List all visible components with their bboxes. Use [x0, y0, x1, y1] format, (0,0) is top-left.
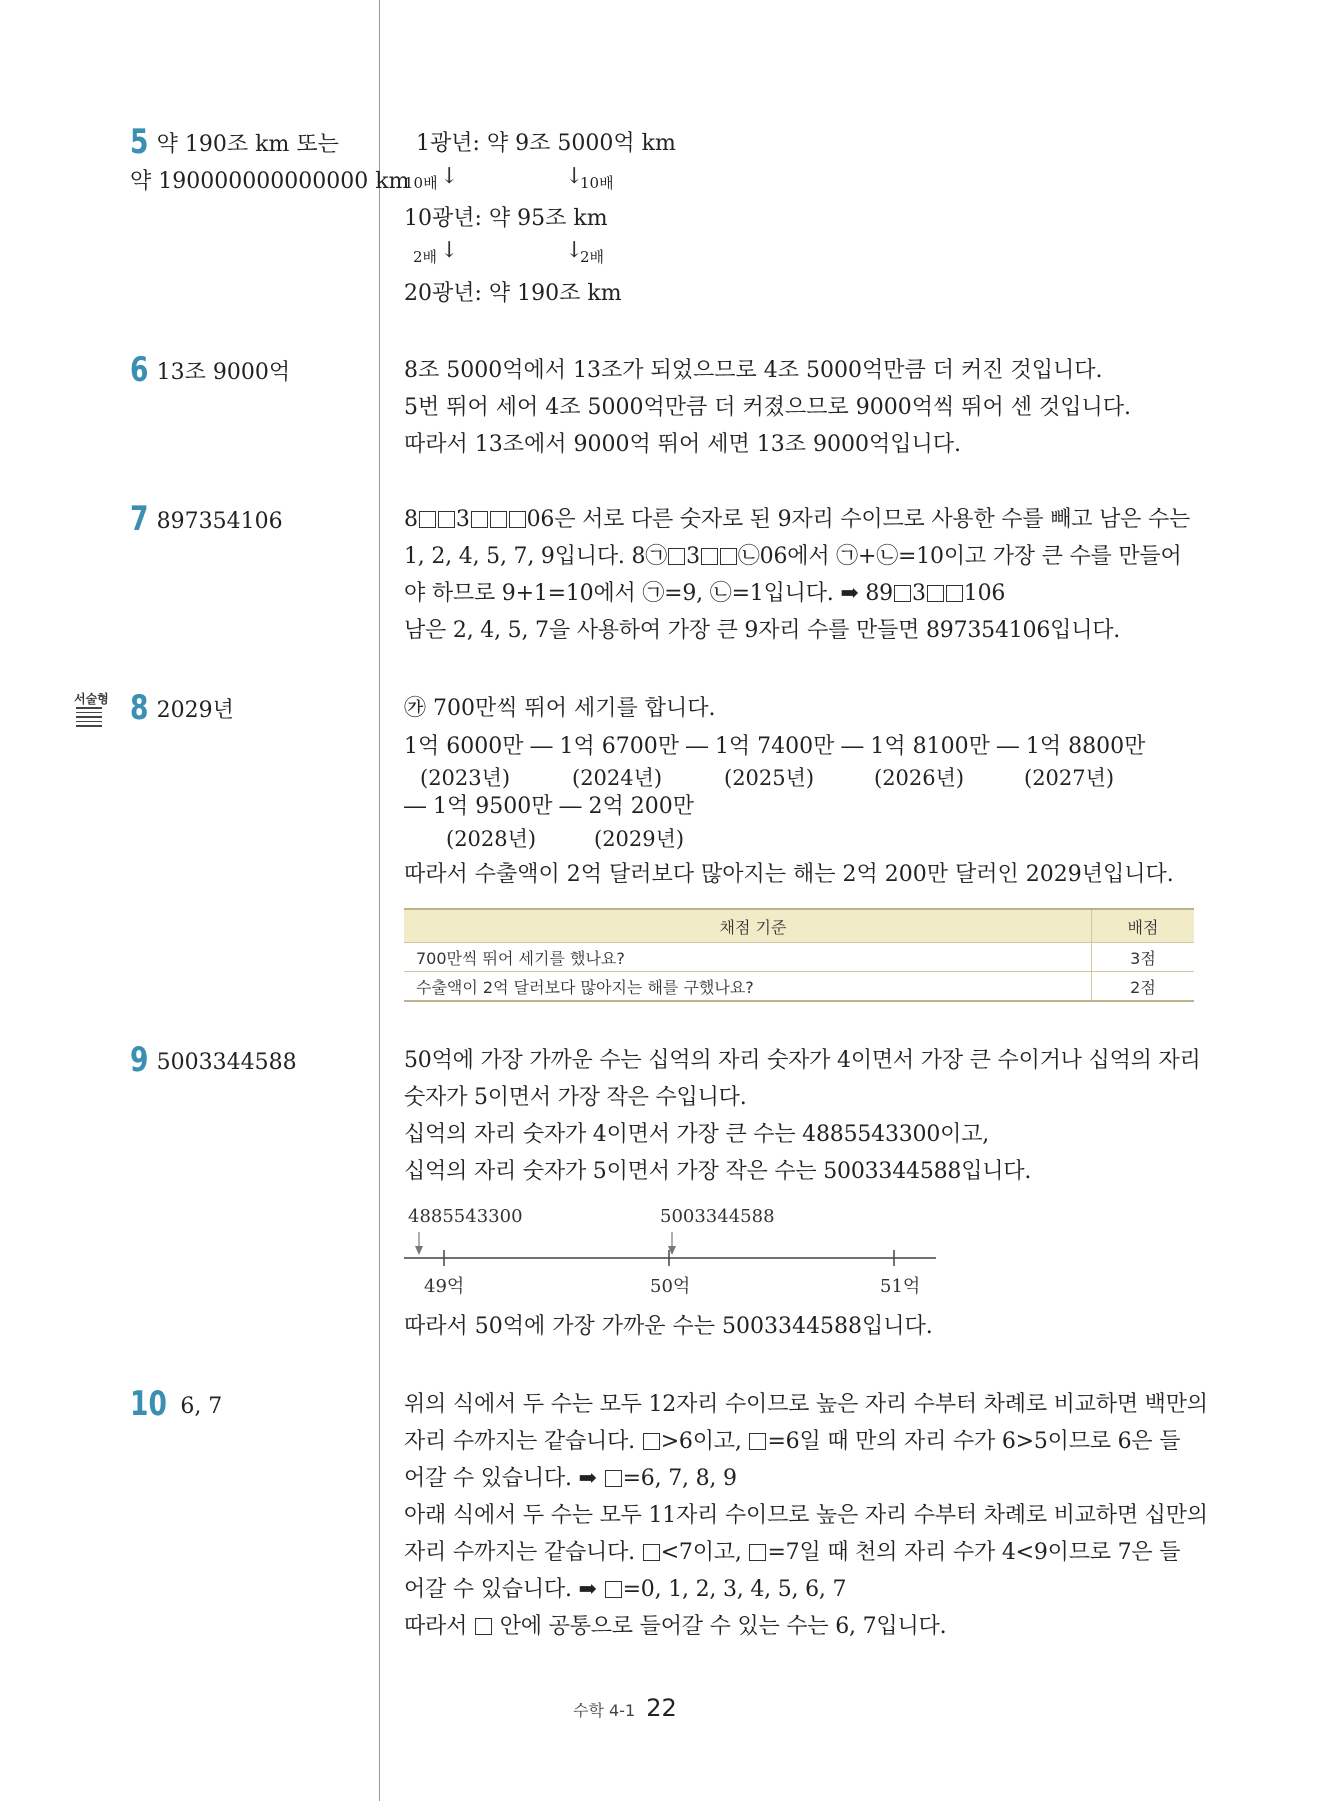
q8-seq-row2: ― 1억 9500만 ― 2억 200만	[404, 794, 694, 819]
q8-year: (2028년)	[446, 827, 537, 851]
q10-line-1: 위의 식에서 두 수는 모두 12자리 수이므로 높은 자리 수부터 차례로 비교하면 백만의	[404, 1392, 1208, 1417]
q9-line: 십억의 자리 숫자가 5이면서 가장 작은 수는 5003344588입니다.	[404, 1159, 1032, 1184]
q8-answer	[130, 690, 234, 729]
criteria-cell: 700만씩 뛰어 세기를 했나요?	[404, 943, 1092, 972]
q10-line-2: 자리 수까지는 같습니다. >6이고, =6일 때 만의 자리 수가 6>5이므로 6은 들	[404, 1429, 1181, 1454]
down-arrow-icon: ↓	[440, 164, 459, 189]
q8-year: (2027년)	[1024, 766, 1115, 790]
q5-answer-line1: 약 190조 km 또는	[156, 132, 339, 157]
q5-mult-left-2: 2배	[413, 248, 438, 266]
q9-line: 숫자가 5이면서 가장 작은 수입니다.	[404, 1085, 747, 1110]
numberline-tick-label: 49억	[424, 1276, 465, 1297]
q5-row3: 20광년: 약 190조 km	[404, 281, 622, 306]
q10-line-3: 어갈 수 있습니다. ➡ =6, 7, 8, 9	[404, 1466, 737, 1491]
q7-answer	[130, 501, 283, 540]
q6-solution	[404, 352, 1131, 463]
q8-year: (2026년)	[874, 766, 965, 790]
blank-box	[701, 548, 718, 565]
q6-line: 5번 뛰어 세어 4조 5000억만큼 더 커졌으므로 9000억씩 뛰어 센 것입니다.	[404, 395, 1131, 420]
q9-number: 9	[130, 1040, 149, 1080]
scoring-criteria-table	[404, 908, 1194, 1002]
blank-box	[438, 511, 455, 528]
q7-line-1: 8 3 06은 서로 다른 숫자로 된 9자리 수이므로 사용한 수를 빼고 남은 수는	[404, 507, 1191, 532]
blank-box	[720, 548, 737, 565]
badge-lines-icon	[76, 707, 102, 730]
descriptive-badge: 서술형	[74, 692, 109, 706]
q8-year: (2023년)	[420, 766, 511, 790]
column-divider	[379, 0, 380, 1801]
down-arrow-icon: ↓	[565, 164, 584, 189]
q10-number: 10	[130, 1384, 167, 1424]
blank-box	[643, 1433, 660, 1450]
blank-box	[946, 585, 963, 602]
criteria-cell: 수출액이 2억 달러보다 많아지는 해를 구했나요?	[404, 972, 1092, 1002]
blank-box	[509, 511, 526, 528]
q8-line1: ㉮ 700만씩 뛰어 세기를 합니다.	[404, 696, 716, 721]
q7-line-4: 남은 2, 4, 5, 7을 사용하여 가장 큰 9자리 수를 만들면 897354106입니다.	[404, 618, 1121, 643]
blank-box	[475, 1618, 492, 1635]
numberline-tick-label: 51억	[880, 1276, 921, 1297]
number-line	[400, 1228, 940, 1268]
q9-line: 50억에 가장 가까운 수는 십억의 자리 숫자가 4이면서 가장 큰 수이거나 십억의 자리	[404, 1048, 1201, 1073]
q6-line: 8조 5000억에서 13조가 되었으므로 4조 5000억만큼 더 커진 것입니다.	[404, 358, 1103, 383]
criteria-header: 채점 기준	[404, 909, 1092, 943]
table-row	[404, 943, 1194, 972]
table-row	[404, 972, 1194, 1002]
q6-answer	[130, 352, 290, 391]
numberline-marker-label: 4885543300	[408, 1206, 523, 1227]
blank-box	[927, 585, 944, 602]
blank-box	[749, 1544, 766, 1561]
marker-arrow-left-head	[415, 1246, 423, 1255]
q5-number: 5	[130, 122, 149, 162]
q8-number: 8	[130, 688, 149, 728]
numberline-marker-label: 5003344588	[660, 1206, 775, 1227]
blank-box	[749, 1433, 766, 1450]
q8-conclusion: 따라서 수출액이 2억 달러보다 많아지는 해는 2억 200만 달러인 2029년입니다.	[404, 862, 1174, 887]
down-arrow-icon: ↓	[565, 238, 584, 263]
q10-answer-text: 6, 7	[180, 1394, 223, 1419]
blank-box	[668, 548, 685, 565]
numberline-tick-label: 50억	[650, 1276, 691, 1297]
page-number: 22	[646, 1694, 677, 1722]
q10-line-6: 어갈 수 있습니다. ➡ =0, 1, 2, 3, 4, 5, 6, 7	[404, 1577, 847, 1602]
q7-line-3: 야 하므로 9+1=10에서 ㉠=9, ㉡=1입니다. ➡ 89 3 106	[404, 581, 1006, 606]
q8-seq-row1: 1억 6000만 ― 1억 6700만 ― 1억 7400만 ― 1억 8100만 ― 1억 8800만	[404, 734, 1146, 759]
q10-line-4: 아래 식에서 두 수는 모두 11자리 수이므로 높은 자리 수부터 차례로 비교하면 십만의	[404, 1503, 1208, 1528]
q8-answer-text: 2029년	[156, 698, 234, 723]
q5-row1: 1광년: 약 9조 5000억 km	[416, 131, 676, 156]
q6-answer-text: 13조 9000억	[156, 360, 291, 385]
q8-year: (2024년)	[572, 766, 663, 790]
q10-line-5: 자리 수까지는 같습니다. <7이고, =7일 때 천의 자리 수가 4<9이므로 7은 들	[404, 1540, 1181, 1565]
blank-box	[894, 585, 911, 602]
q6-line: 따라서 13조에서 9000억 뛰어 세면 13조 9000억입니다.	[404, 432, 961, 457]
q5-answer	[130, 124, 409, 200]
blank-box	[605, 1470, 622, 1487]
q9-solution	[404, 1042, 1201, 1190]
q5-answer-line2: 약 190000000000000 km	[130, 169, 410, 194]
page-footer	[573, 1694, 677, 1722]
blank-box	[490, 511, 507, 528]
q5-mult-left-1: 10배	[404, 174, 438, 192]
q7-solution	[404, 501, 1190, 649]
blank-box	[605, 1581, 622, 1598]
blank-box	[419, 511, 436, 528]
q9-answer-text: 5003344588	[156, 1050, 297, 1075]
q9-conclusion: 따라서 50억에 가장 가까운 수는 5003344588입니다.	[404, 1314, 933, 1339]
q10-answer	[130, 1386, 222, 1425]
points-header: 배점	[1092, 909, 1195, 943]
points-cell: 2점	[1092, 972, 1195, 1002]
q9-line: 십억의 자리 숫자가 4이면서 가장 큰 수는 4885543300이고,	[404, 1122, 990, 1147]
q7-answer-text: 897354106	[156, 509, 283, 534]
blank-box	[643, 1544, 660, 1561]
q8-year: (2025년)	[724, 766, 815, 790]
table-header-row	[404, 909, 1194, 943]
points-cell: 3점	[1092, 943, 1195, 972]
q5-mult-right-2: 2배	[580, 248, 605, 266]
down-arrow-icon: ↓	[440, 238, 459, 263]
q5-row2: 10광년: 약 95조 km	[404, 206, 608, 231]
q9-answer	[130, 1042, 297, 1081]
q5-mult-right-1: 10배	[580, 174, 614, 192]
q10-solution	[404, 1386, 1208, 1645]
footer-subject: 수학 4-1	[573, 1701, 636, 1720]
blank-box	[471, 511, 488, 528]
q6-number: 6	[130, 350, 149, 390]
q10-line-7: 따라서 안에 공통으로 들어갈 수 있는 수는 6, 7입니다.	[404, 1614, 947, 1639]
q7-number: 7	[130, 499, 149, 539]
q7-line-2: 1, 2, 4, 5, 7, 9입니다. 8㉠ 3 ㉡06에서 ㉠+㉡=10이고 가장 큰 수를 만들어	[404, 544, 1182, 569]
q8-year: (2029년)	[594, 827, 685, 851]
